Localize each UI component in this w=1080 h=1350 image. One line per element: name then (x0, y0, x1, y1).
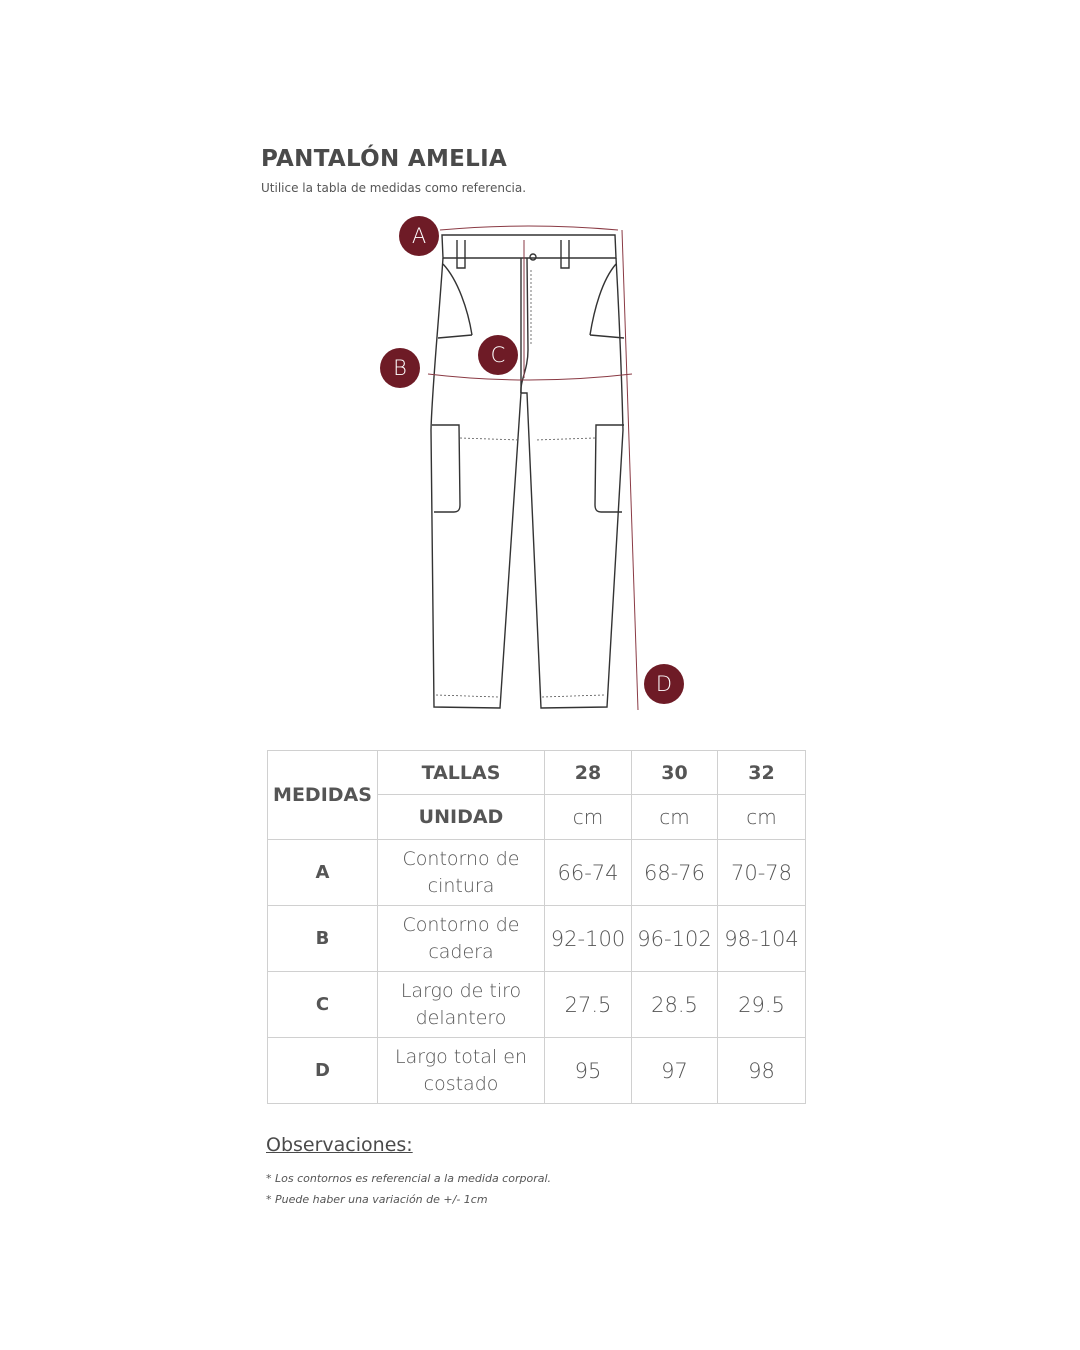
desc-line: Largo total en (395, 1045, 527, 1068)
page-subtitle: Utilice la tabla de medidas como referencia. (261, 181, 527, 195)
table-header-row (268, 751, 806, 795)
unit-cell: cm (545, 795, 632, 840)
marker-b: B (380, 348, 420, 388)
row-letter: A (268, 840, 378, 906)
row-letter: D (268, 1038, 378, 1104)
table-row (268, 972, 806, 1038)
desc-line: cintura (427, 874, 495, 897)
table-cell: 98 (718, 1038, 806, 1104)
table-cell: 66-74 (545, 840, 632, 906)
tallas-header: TALLAS (378, 751, 545, 795)
size-table (267, 750, 806, 1104)
row-letter: B (268, 906, 378, 972)
observation-note: * Puede haber una variación de +/- 1cm (266, 1193, 488, 1206)
table-cell: 92-100 (545, 906, 632, 972)
row-description (378, 972, 545, 1038)
desc-line: delantero (415, 1006, 507, 1029)
table-cell: 68-76 (632, 840, 718, 906)
table-cell: 28.5 (632, 972, 718, 1038)
desc-line: costado (423, 1072, 499, 1095)
table-cell: 98-104 (718, 906, 806, 972)
observations-title: Observaciones: (266, 1134, 413, 1156)
table-row (268, 1038, 806, 1104)
row-description (378, 1038, 545, 1104)
table-cell: 27.5 (545, 972, 632, 1038)
size-30-header: 30 (632, 751, 718, 795)
size-32-header: 32 (718, 751, 806, 795)
table-cell: 70-78 (718, 840, 806, 906)
row-letter: C (268, 972, 378, 1038)
row-description (378, 906, 545, 972)
table-row (268, 840, 806, 906)
marker-a: A (399, 216, 439, 256)
marker-c: C (478, 335, 518, 375)
size-28-header: 28 (545, 751, 632, 795)
marker-d: D (644, 664, 684, 704)
unit-cell: cm (632, 795, 718, 840)
medidas-header: MEDIDAS (268, 751, 378, 840)
observation-note: * Los contornos es referencial a la medida corporal. (266, 1172, 552, 1185)
table-row (268, 906, 806, 972)
table-cell: 95 (545, 1038, 632, 1104)
unit-cell: cm (718, 795, 806, 840)
table-cell: 29.5 (718, 972, 806, 1038)
desc-line: Contorno de (402, 913, 520, 936)
table-cell: 97 (632, 1038, 718, 1104)
table-cell: 96-102 (632, 906, 718, 972)
desc-line: Contorno de (402, 847, 520, 870)
pants-diagram (370, 210, 690, 720)
page-title: PANTALÓN AMELIA (261, 146, 508, 172)
pants-illustration (370, 210, 690, 720)
unidad-header: UNIDAD (378, 795, 545, 840)
desc-line: Largo de tiro (400, 979, 522, 1002)
row-description (378, 840, 545, 906)
desc-line: cadera (428, 940, 494, 963)
